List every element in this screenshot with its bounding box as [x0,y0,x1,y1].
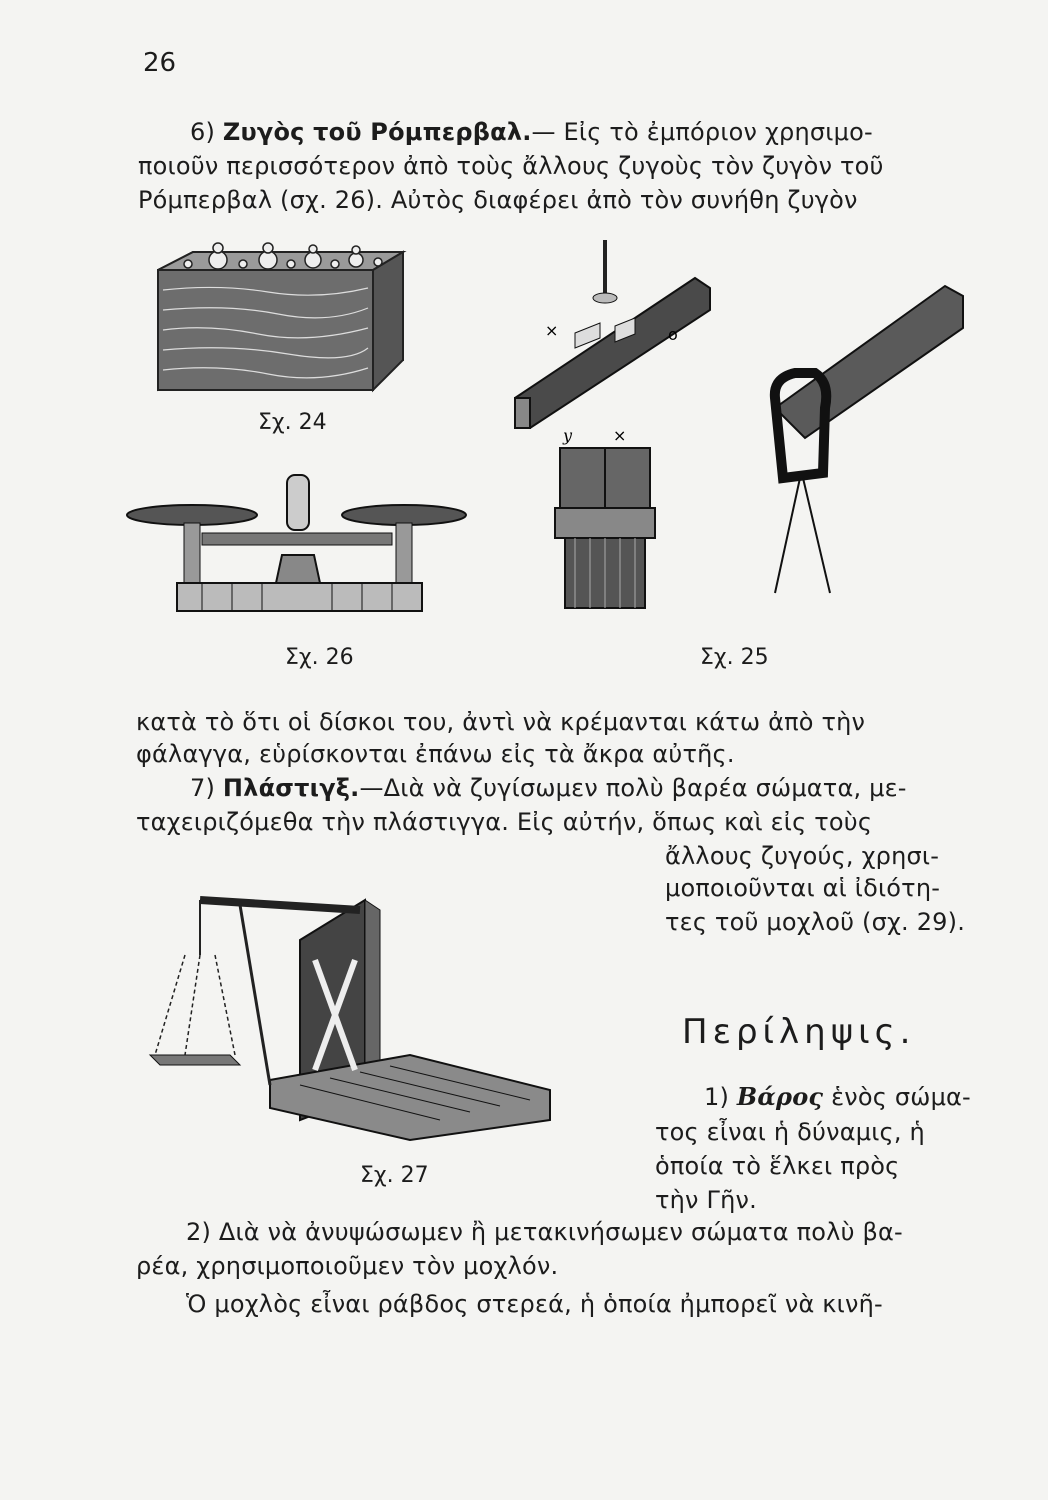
section7-line3: ἄλλους ζυγούς, χρησι- [665,842,940,870]
figure-24-weight-box [158,240,408,400]
summary-p2-line1: 2) Διὰ νὰ ἀνυψώσωμεν ἢ μετακινήσωμεν σώματα πολὺ βα- [186,1218,903,1246]
summary-p1-number: 1) [704,1083,730,1111]
section7-number: 7) [190,774,216,802]
figure-26-roberval-balance [122,465,482,625]
summary-p1-line2: τος εἶναι ἡ δύναμις, ἡ [655,1118,925,1146]
figure-27-caption: Σχ. 27 [360,1163,429,1188]
page-number: 26 [143,48,177,78]
section6-title: Ζυγὸς τοῦ Ρόμπερβαλ. [222,118,532,146]
figure-25-knife-edge [505,238,985,608]
section6-line1 [190,118,873,146]
section7-title: Πλάστιγξ. [222,774,360,802]
section6-number: 6) [190,118,216,146]
figure-24-caption: Σχ. 24 [258,410,327,435]
summary-p1-line1-rest: ἑνὸς σώμα- [831,1083,971,1111]
section6-line1-rest: — Εἰς τὸ ἐμπόριον χρησιμο- [531,118,873,146]
figure-25-caption: Σχ. 25 [700,645,769,670]
summary-p1-term: Βάρος [736,1082,824,1111]
figure-27-platform-scale [140,880,560,1140]
figure-25-label-o: o [668,325,678,344]
summary-p1-line3: ὁποία τὸ ἕλκει πρὸς [655,1152,900,1180]
section6-line3: Ρόμπερβαλ (σχ. 26). Αὐτὸς διαφέρει ἀπὸ τὸν συνήθη ζυγὸν [138,186,858,214]
section6-line2: ποιοῦν περισσότερον ἀπὸ τοὺς ἄλλους ζυγοὺς τὸν ζυγὸν τοῦ [138,152,884,180]
summary-p1-line4: τὴν Γῆν. [655,1186,757,1214]
section7-line1-rest: —Διὰ νὰ ζυγίσωμεν πολὺ βαρέα σώματα, με- [359,774,907,802]
figure-26-caption: Σχ. 26 [285,645,354,670]
summary-p3-line1: Ὁ μοχλὸς εἶναι ράβδος στερεά, ἡ ὁποία ἠμπορεῖ νὰ κινῆ- [186,1290,883,1318]
figure-25-label-y: y [563,426,573,445]
figure-25-label-x-bottom: × [613,426,627,445]
summary-p2-line2: ρέα, χρησιμοποιοῦμεν τὸν μοχλόν. [136,1252,559,1280]
section7-line4: μοποιοῦνται αἱ ἰδιότη- [665,874,941,902]
section6-line4: κατὰ τὸ ὅτι οἱ δίσκοι του, ἀντὶ νὰ κρέμανται κάτω ἀπὸ τὴν [136,708,866,736]
section7-line5: τες τοῦ μοχλοῦ (σχ. 29). [665,908,966,936]
section7-line1 [190,774,907,802]
section6-line5: φάλαγγα, εὑρίσκονται ἐπάνω εἰς τὰ ἄκρα αὐτῆς. [136,740,735,768]
summary-p1-line1 [704,1082,971,1111]
summary-heading: Περίληψις. [682,1012,916,1052]
figure-25-label-x-top: × [545,321,559,340]
section7-line2: ταχειριζόμεθα τὴν πλάστιγγα. Εἰς αὐτήν, ὅπως καὶ εἰς τοὺς [136,808,873,836]
